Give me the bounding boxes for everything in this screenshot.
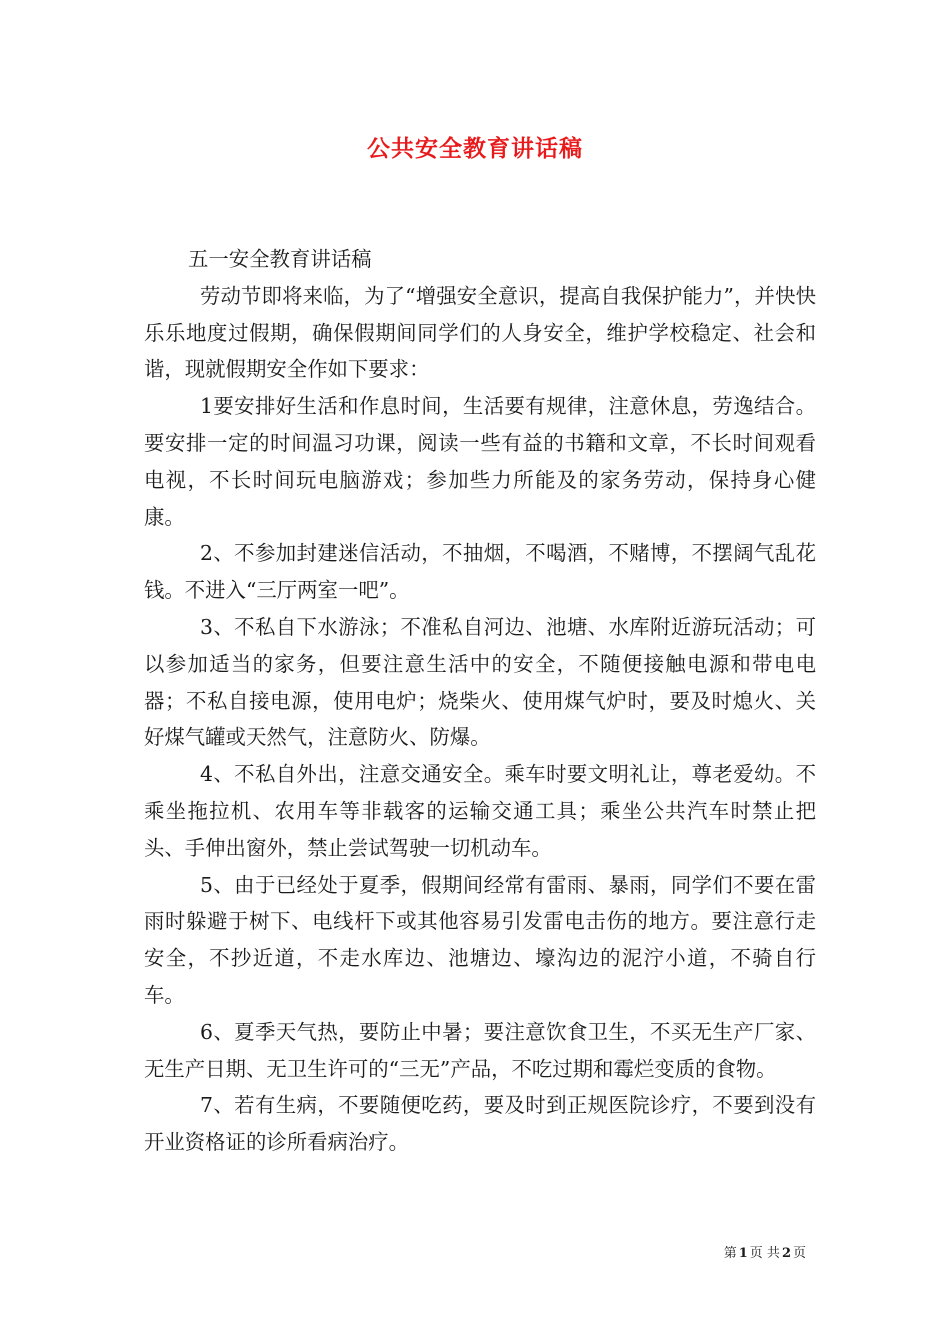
footer-prefix: 第 xyxy=(723,1246,737,1261)
footer-total-pages: 2 xyxy=(781,1246,791,1261)
document-body xyxy=(144,241,816,1161)
footer-middle: 页 共 xyxy=(749,1246,780,1261)
document-subtitle: 五一安全教育讲话稿 xyxy=(188,247,372,271)
paragraph-item-1: 1要安排好生活和作息时间，生活要有规律，注意休息，劳逸结合。要安排一定的时间温习功课，阅读一些有益的书籍和文章，不长时间观看电视，不长时间玩电脑游戏；参加些力所能及的家务劳动，保持身心健康。 xyxy=(144,394,816,529)
paragraph-item-3: 3、不私自下水游泳；不准私自河边、池塘、水库附近游玩活动；可以参加适当的家务，但要注意生活中的安全，不随便接触电源和带电电器；不私自接电源，使用电炉；烧柴火、使用煤气炉时，要及时熄火、关好煤气罐或天然气，注意防火、防爆。 xyxy=(144,614,816,750)
paragraph-item-4: 4、不私自外出，注意交通安全。乘车时要文明礼让，尊老爱幼。不乘坐拖拉机、农用车等非载客的运输交通工具；乘坐公共汽车时禁止把头、手伸出窗外，禁止尝试驾驶一切机动车。 xyxy=(144,762,816,860)
paragraph-intro: 劳动节即将来临，为了“增强安全意识，提高自我保护能力”，并快快乐乐地度过假期，确保假期间同学们的人身安全，维护学校稳定、社会和谐，现就假期安全作如下要求： xyxy=(144,283,816,382)
paragraph-item-6: 6、夏季天气热，要防止中暑；要注意饮食卫生，不买无生产厂家、无生产日期、无卫生许可的“三无”产品，不吃过期和霉烂变质的食物。 xyxy=(144,1019,816,1081)
paragraph-item-2: 2、不参加封建迷信活动，不抽烟，不喝酒，不赌博，不摆阔气乱花钱。不进入“三厅两室一吧”。 xyxy=(144,541,816,603)
paragraph-item-5: 5、由于已经处于夏季，假期间经常有雷雨、暴雨，同学们不要在雷雨时躲避于树下、电线杆下或其他容易引发雷电击伤的地方。要注意行走安全，不抄近道，不走水库边、池塘边、壕沟边的泥泞小道，不骑自行车。 xyxy=(144,872,816,1007)
document-title: 公共安全教育讲话稿 xyxy=(367,135,583,162)
footer-suffix: 页 xyxy=(792,1246,806,1261)
footer-current-page: 1 xyxy=(738,1246,748,1261)
paragraph-item-7: 7、若有生病，不要随便吃药，要及时到正规医院诊疗，不要到没有开业资格证的诊所看病治疗。 xyxy=(144,1093,816,1155)
page-footer xyxy=(0,1245,806,1263)
